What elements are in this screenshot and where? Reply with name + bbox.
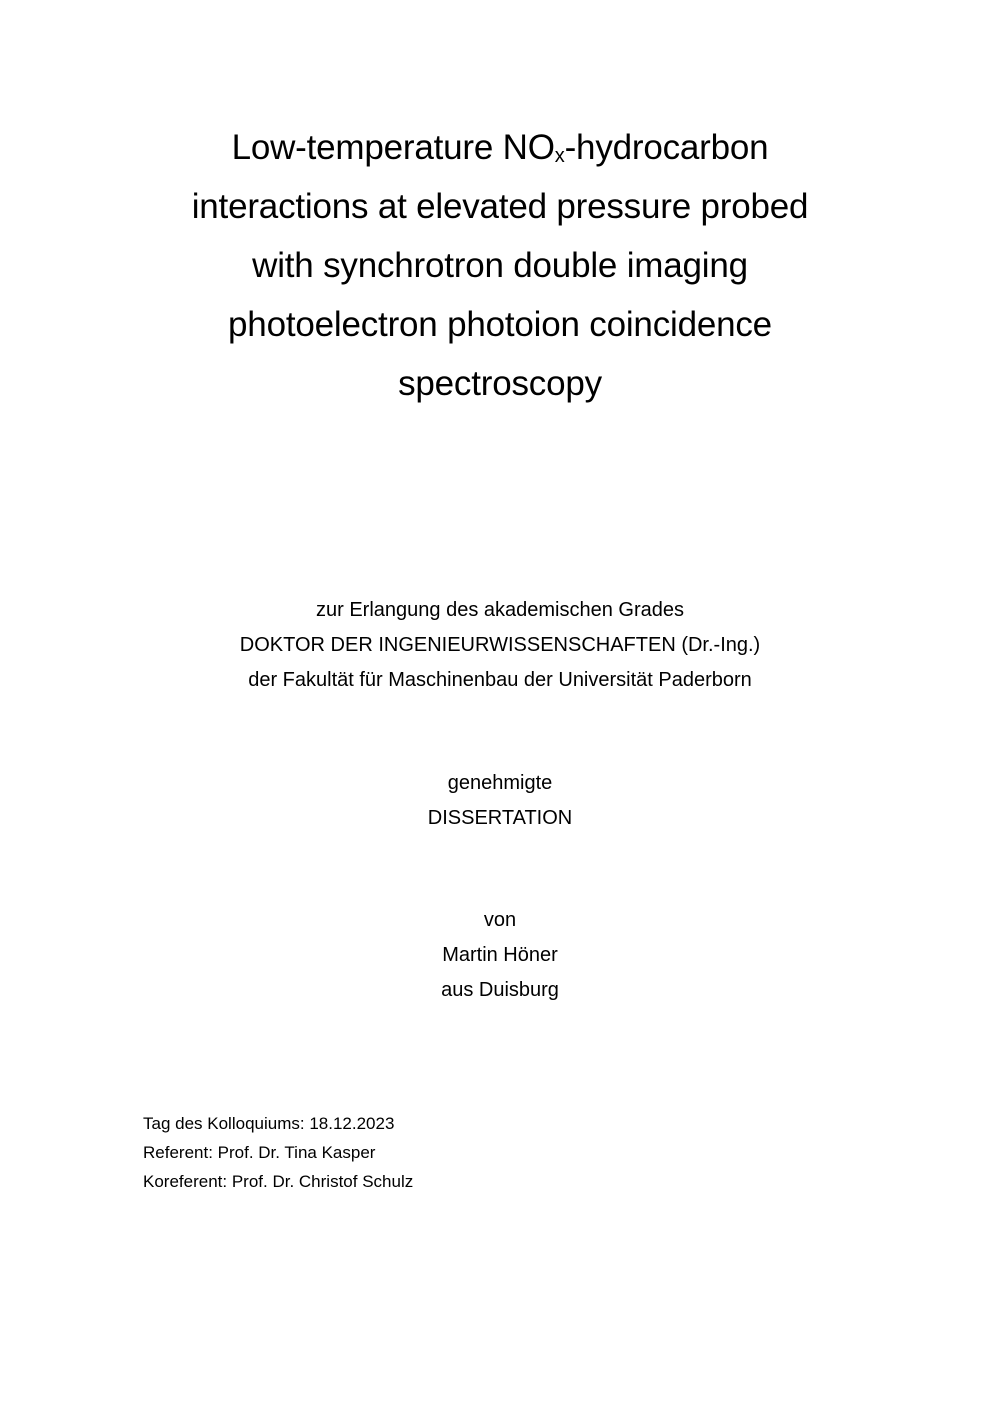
title-line-1 xyxy=(100,118,900,177)
degree-line-1: zur Erlangung des akademischen Grades xyxy=(316,599,684,621)
dissertation-line-2: DISSERTATION xyxy=(427,807,573,829)
title-line-3: with synchrotron double imaging xyxy=(252,246,748,285)
author-origin: aus Duisburg xyxy=(441,979,559,1001)
title-line-1-suffix: -hydrocarbon xyxy=(564,128,769,167)
degree-line-2: DOKTOR DER INGENIEURWISSENSCHAFTEN (Dr.-Ing.) xyxy=(239,634,761,656)
dissertation-line-1: genehmigte xyxy=(447,772,553,794)
title-line-2: interactions at elevated pressure probed xyxy=(191,187,809,226)
title-line-4: photoelectron photoion coincidence xyxy=(228,305,772,344)
dissertation-label xyxy=(100,766,900,836)
degree-statement xyxy=(100,593,900,698)
title-line-1-text: Low-temperature NO xyxy=(231,128,555,167)
colloquium-date: Tag des Kolloquiums: 18.12.2023 xyxy=(143,1114,395,1133)
koreferent: Koreferent: Prof. Dr. Christof Schulz xyxy=(143,1172,414,1191)
colloquium-details xyxy=(143,1109,843,1196)
thesis-title xyxy=(100,118,900,413)
title-subscript: x xyxy=(554,145,565,167)
author-block xyxy=(100,903,900,1008)
degree-line-3: der Fakultät für Maschinenbau der Universität Paderborn xyxy=(248,669,752,691)
referent: Referent: Prof. Dr. Tina Kasper xyxy=(143,1143,376,1162)
author-by: von xyxy=(483,909,517,931)
title-line-5: spectroscopy xyxy=(398,364,602,403)
author-name: Martin Höner xyxy=(442,944,558,966)
